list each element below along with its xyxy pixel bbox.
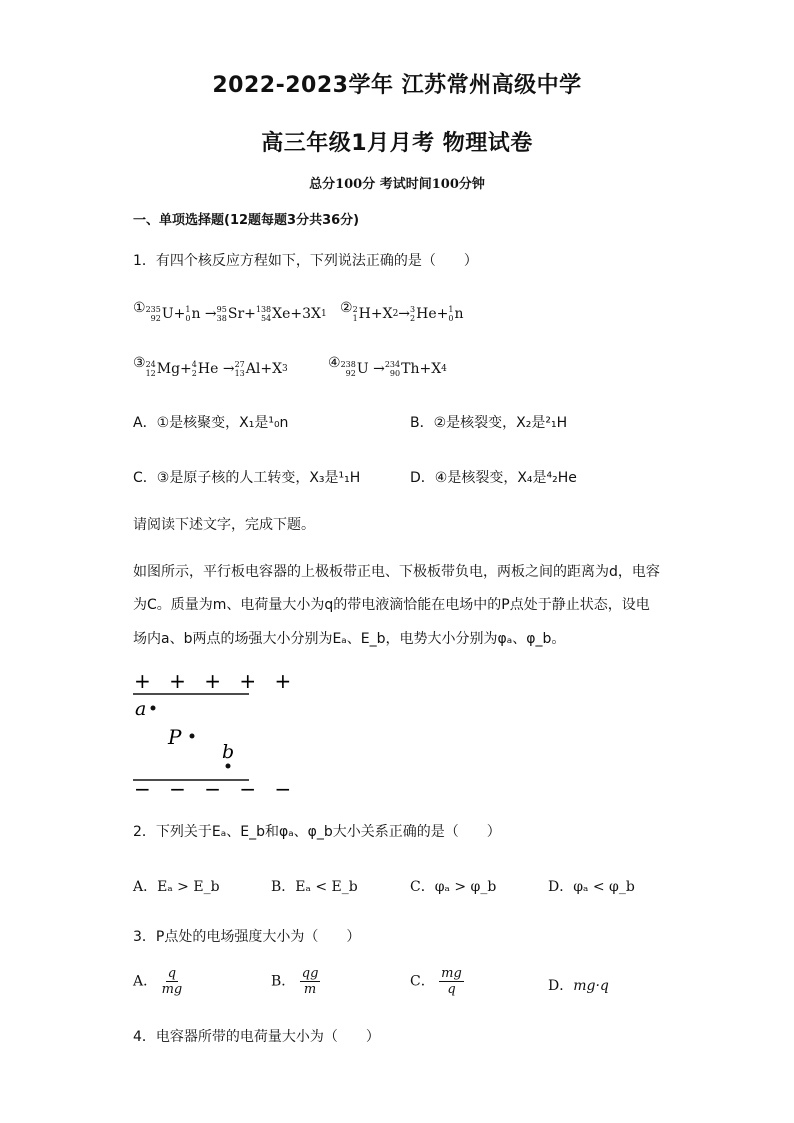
q3-d-label: D．	[548, 978, 574, 994]
q3-a-fraction: $\frac{q}{mg}$	[161, 966, 183, 997]
q3-option-a[interactable]	[133, 966, 182, 997]
q3-option-c[interactable]	[410, 966, 464, 997]
q4-stem: 4．电容器所带的电荷量大小为（ ）	[133, 1029, 380, 1045]
q1-option-b[interactable]: B．②是核裂变，X₂是²₁H	[410, 415, 568, 431]
q1-option-c[interactable]: C．③是原子核的人工转变，X₃是¹₁H	[133, 470, 361, 486]
eq3-label: ③	[133, 355, 146, 371]
top-plate-signs: + + + + +	[134, 669, 298, 693]
q2-option-d[interactable]: D．φₐ < φ_b	[548, 879, 635, 895]
q3-d-expr: mg·q	[573, 978, 609, 994]
q3-option-b[interactable]	[271, 966, 320, 997]
point-b-label: b	[222, 741, 235, 763]
q3-c-label: C．	[410, 973, 435, 990]
q1-option-a[interactable]: A．①是核聚变，X₁是¹₀n	[133, 415, 289, 431]
q1-equation-4: ④ 238 92 U → 234 90 Th+X 4	[328, 355, 447, 378]
point-p-dot	[190, 734, 195, 739]
eq2-label: ②	[340, 300, 353, 316]
q3-option-d[interactable]	[548, 975, 609, 995]
exam-title: 2022-2023学年 江苏常州高级中学	[212, 73, 582, 98]
point-a-dot	[151, 706, 156, 711]
q1-option-d[interactable]: D．④是核裂变，X₄是⁴₂He	[410, 470, 577, 486]
q2-option-c[interactable]: C．φₐ > φ_b	[410, 879, 497, 895]
exam-subtitle: 高三年级1月月考 物理试卷	[261, 131, 533, 156]
q3-c-fraction: $\frac{mg}{q}$	[441, 966, 462, 997]
q2-option-b[interactable]: B．Eₐ < E_b	[271, 879, 358, 895]
q1-equation-2: ② 2 1 H+X 2 → 3 2 He+ 1 0 n	[340, 300, 464, 323]
q3-b-fraction: $\frac{qg}{m}$	[301, 966, 319, 997]
point-a-label: a	[135, 698, 147, 720]
q2-option-a[interactable]: A．Eₐ > E_b	[133, 879, 220, 895]
reading-line-3: 场内a、b两点的场强大小分别为Eₐ、E_b，电势大小分别为φₐ、φ_b。	[133, 631, 566, 647]
capacitor-figure	[128, 668, 298, 801]
reading-line-1: 如图所示，平行板电容器的上极板带正电、下极板带负电，两板之间的距离为d，电容	[133, 564, 660, 580]
point-b-dot	[226, 764, 231, 769]
exam-meta: 总分100分 考试时间100分钟	[309, 177, 485, 192]
q2-stem: 2．下列关于Eₐ、E_b和φₐ、φ_b大小关系正确的是（ ）	[133, 824, 501, 840]
bottom-plate-signs: − − − − −	[134, 777, 298, 801]
q3-a-label: A．	[133, 973, 158, 990]
q3-stem: 3．P点处的电场强度大小为（ ）	[133, 929, 361, 945]
q1-equation-3: ③ 24 12 Mg+ 4 2 He → 27 13 Al+X 3	[133, 355, 288, 378]
point-p-label: P	[168, 725, 182, 749]
reading-intro: 请阅读下述文字，完成下题。	[133, 517, 315, 533]
q1-equation-1: ① 235 92 U+ 1 0 n → 95 38 Sr+ 138 54 Xe+3X 1	[133, 300, 327, 323]
section-heading: 一、单项选择题(12题每题3分共36分)	[133, 213, 360, 228]
reading-line-2: 为C。质量为m、电荷量大小为q的带电液滴恰能在电场中的P点处于静止状态，设电	[133, 597, 650, 613]
q3-b-label: B．	[271, 973, 296, 990]
eq1-label: ①	[133, 300, 146, 316]
q1-stem: 1．有四个核反应方程如下，下列说法正确的是（ ）	[133, 253, 478, 269]
eq4-label: ④	[328, 355, 341, 371]
